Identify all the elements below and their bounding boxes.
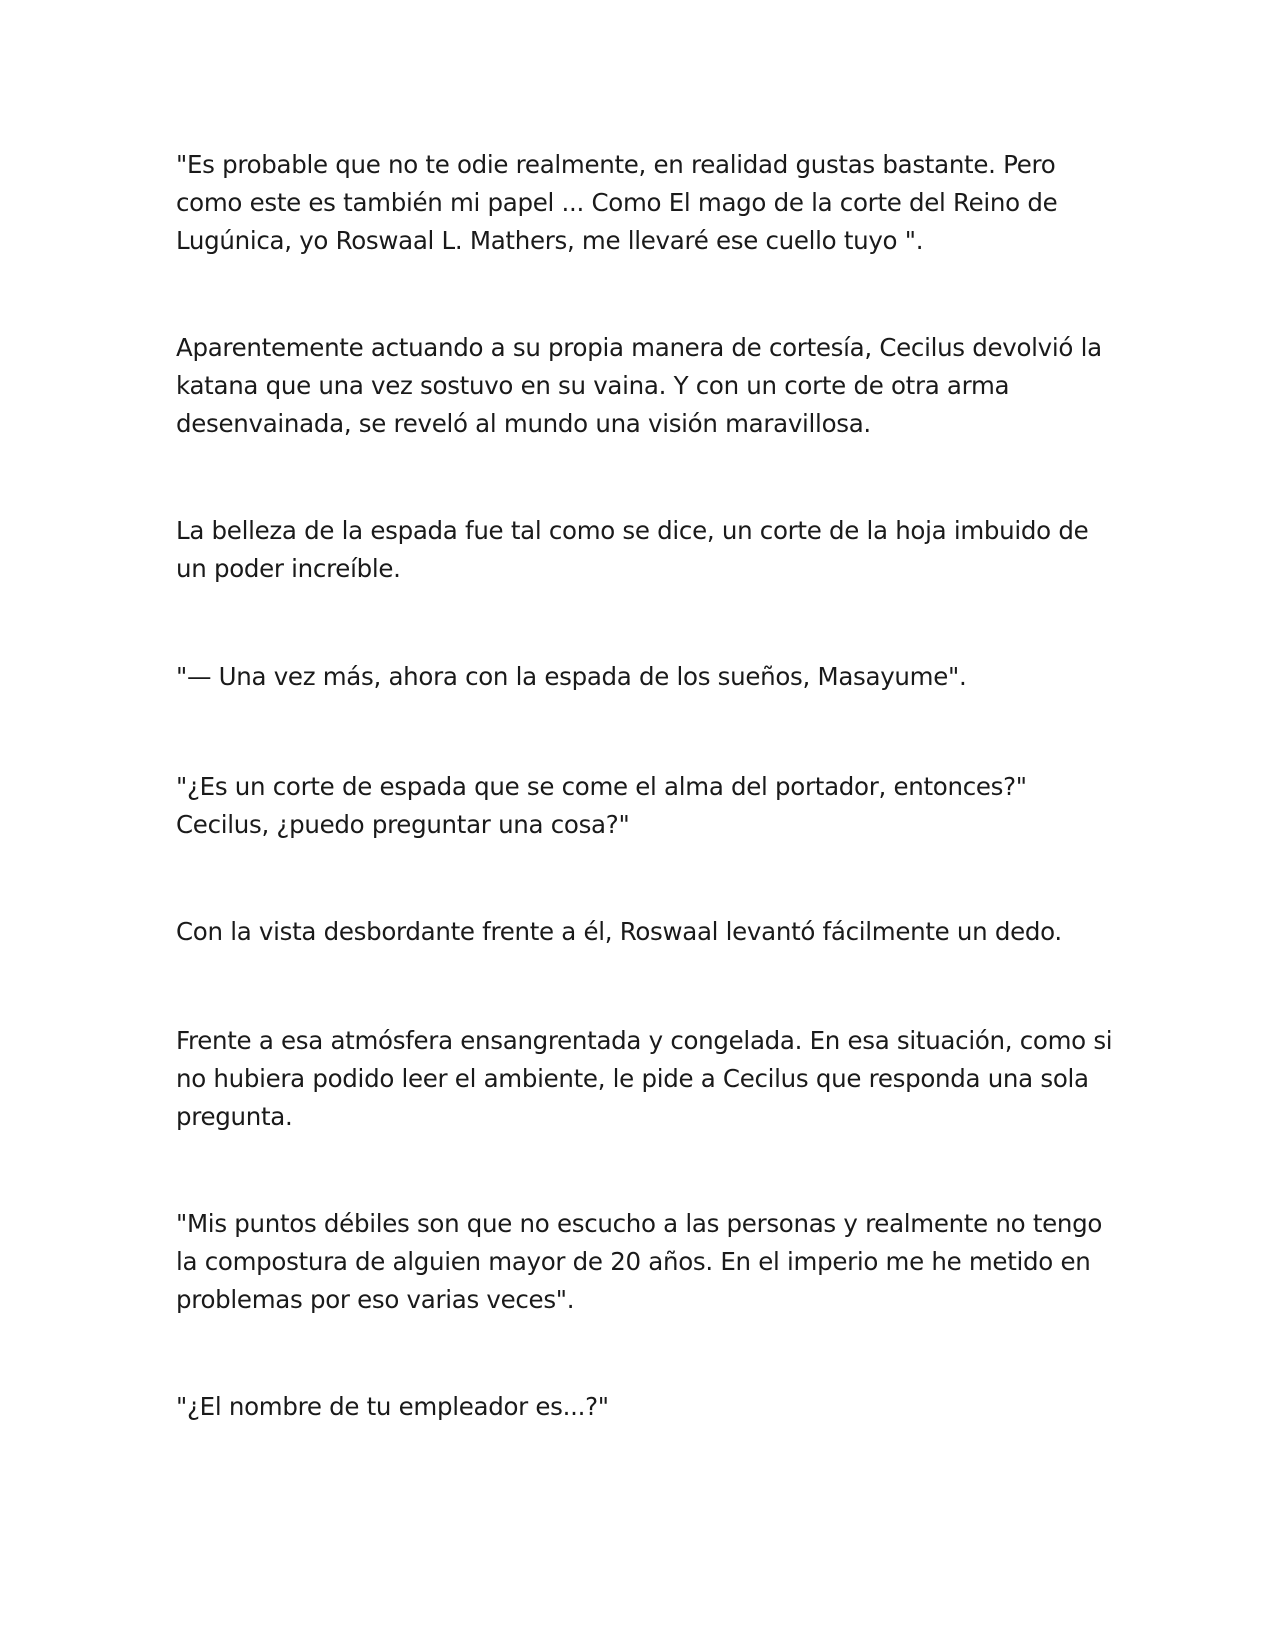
paragraph-line: la compostura de alguien mayor de 20 años. En el imperio me he metido en (176, 1247, 1091, 1276)
paragraph-9 (176, 1388, 1106, 1426)
paragraph-line: "¿Es un corte de espada que se come el alma del portador, entonces?" (176, 772, 1027, 801)
paragraph-line: La belleza de la espada fue tal como se dice, un corte de la hoja imbuido de (176, 516, 1089, 545)
paragraph-line: como este es también mi papel ... Como El mago de la corte del Reino de (176, 188, 1058, 217)
paragraph-5 (176, 768, 1106, 844)
paragraph-line: Con la vista desbordante frente a él, Roswaal levantó fácilmente un dedo. (176, 917, 1062, 946)
paragraph-line: pregunta. (176, 1102, 293, 1131)
paragraph-line: "¿El nombre de tu empleador es...?" (176, 1392, 609, 1421)
paragraph-line: problemas por eso varias veces". (176, 1285, 575, 1314)
paragraph-8 (176, 1205, 1106, 1319)
paragraph-6 (176, 913, 1106, 951)
paragraph-4 (176, 658, 1106, 696)
paragraph-line: Frente a esa atmósfera ensangrentada y congelada. En esa situación, como si (176, 1026, 1113, 1055)
paragraph-2 (176, 329, 1106, 443)
paragraph-line: Lugúnica, yo Roswaal L. Mathers, me llevaré ese cuello tuyo ". (176, 226, 924, 255)
paragraph-line: no hubiera podido leer el ambiente, le pide a Cecilus que responda una sola (176, 1064, 1089, 1093)
paragraph-line: desenvainada, se reveló al mundo una visión maravillosa. (176, 409, 871, 438)
paragraph-line: Aparentemente actuando a su propia manera de cortesía, Cecilus devolvió la (176, 333, 1102, 362)
paragraph-line: Cecilus, ¿puedo preguntar una cosa?" (176, 810, 630, 839)
paragraph-7 (176, 1022, 1113, 1136)
paragraph-line: "Es probable que no te odie realmente, en realidad gustas bastante. Pero (176, 150, 1056, 179)
paragraph-line: "Mis puntos débiles son que no escucho a las personas y realmente no tengo (176, 1209, 1103, 1238)
paragraph-line: katana que una vez sostuvo en su vaina. Y con un corte de otra arma (176, 371, 1010, 400)
paragraph-line: "— Una vez más, ahora con la espada de los sueños, Masayume". (176, 662, 967, 691)
paragraph-1 (176, 146, 1106, 260)
paragraph-line: un poder increíble. (176, 554, 401, 583)
paragraph-3 (176, 512, 1106, 588)
